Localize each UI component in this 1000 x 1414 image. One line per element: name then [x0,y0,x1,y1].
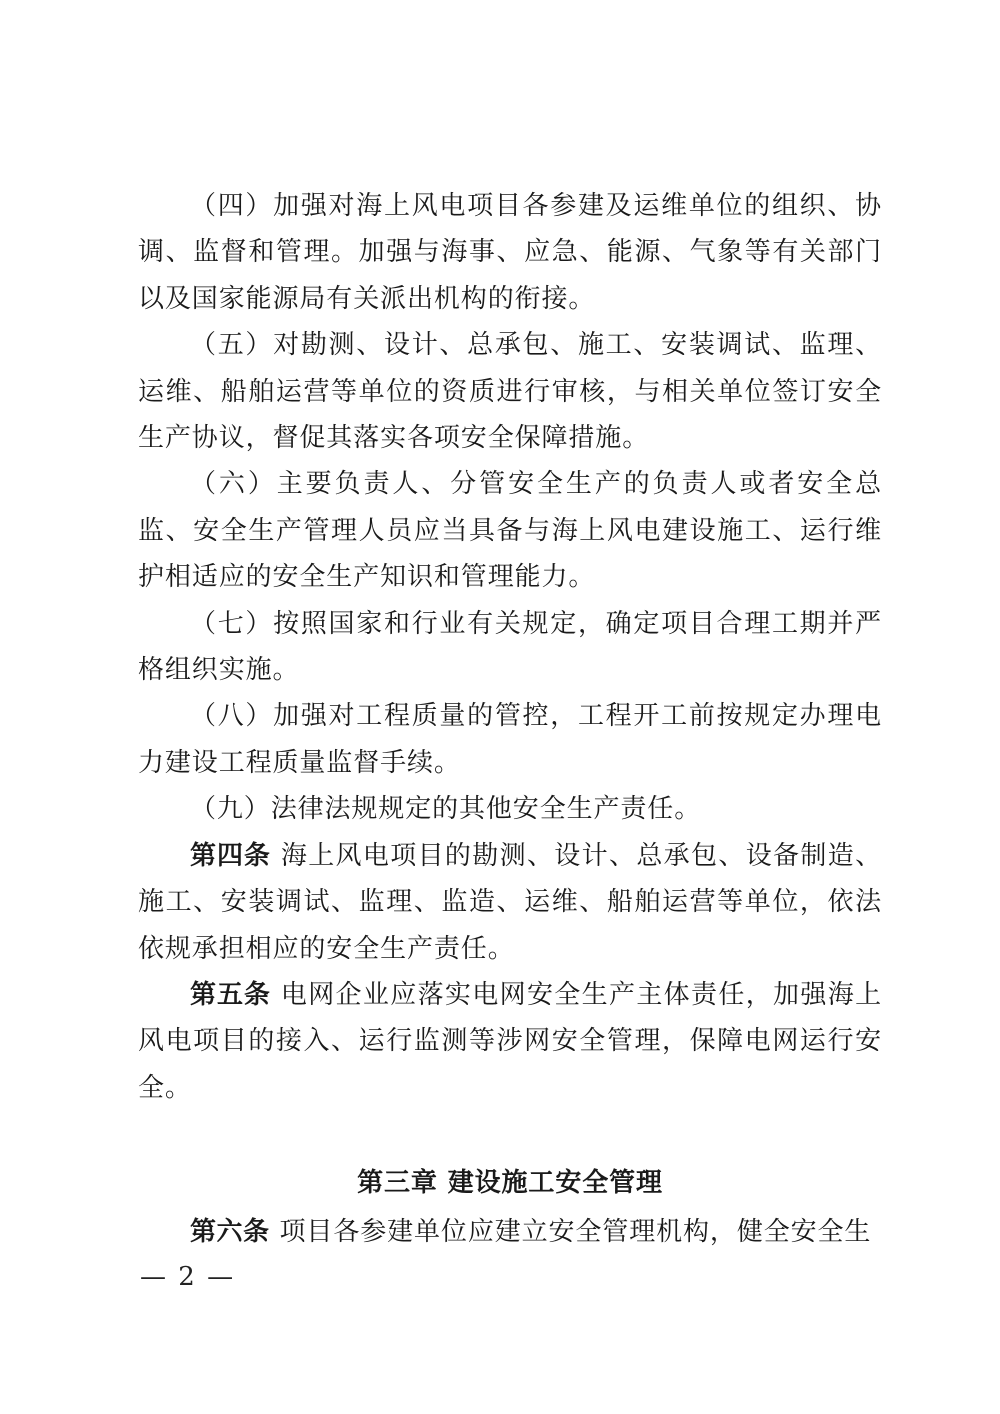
article-5 [138,972,882,1111]
document-body [138,183,882,1256]
chapter-title: 第三章 建设施工安全管理 [357,1168,663,1199]
page-number: — 2 — [140,1262,236,1292]
article-6-text: 项目各参建单位应建立安全管理机构，健全安全生 [279,1217,872,1248]
article-5-heading: 第五条 [190,979,271,1010]
paragraph-item-6: （六）主要负责人、分管安全生产的负责人或者安全总监、安全生产管理人员应当具备与海上风电建设施工、运行维护相适应的安全生产知识和管理能力。 [138,469,882,593]
article-5-text: 电网企业应落实电网安全生产主体责任，加强海上风电项目的接入、运行监测等涉网安全管理，保障电网运行安全。 [138,979,882,1103]
article-6-heading: 第六条 [190,1217,270,1248]
article-4-heading: 第四条 [190,840,271,871]
paragraph-item-9: （九）法律法规规定的其他安全生产责任。 [190,794,702,825]
article-4-text: 海上风电项目的勘测、设计、总承包、设备制造、施工、安装调试、监理、监造、运维、船舶运营等单位，依法依规承担相应的安全生产责任。 [138,840,882,964]
article-4 [138,833,882,972]
article-6 [138,1209,882,1255]
paragraph-item-4: （四）加强对海上风电项目各参建及运维单位的组织、协调、监督和管理。加强与海事、应急、能源、气象等有关部门以及国家能源局有关派出机构的衔接。 [138,191,882,314]
paragraph-item-8: （八）加强对工程质量的管控，工程开工前按规定办理电力建设工程质量监督手续。 [138,701,882,778]
paragraph-item-7: （七）按照国家和行业有关规定，确定项目合理工期并严格组织实施。 [138,608,882,686]
paragraph-item-5: （五）对勘测、设计、总承包、施工、安装调试、监理、运维、船舶运营等单位的资质进行审核，与相关单位签订安全生产协议，督促其落实各项安全保障措施。 [138,330,882,454]
